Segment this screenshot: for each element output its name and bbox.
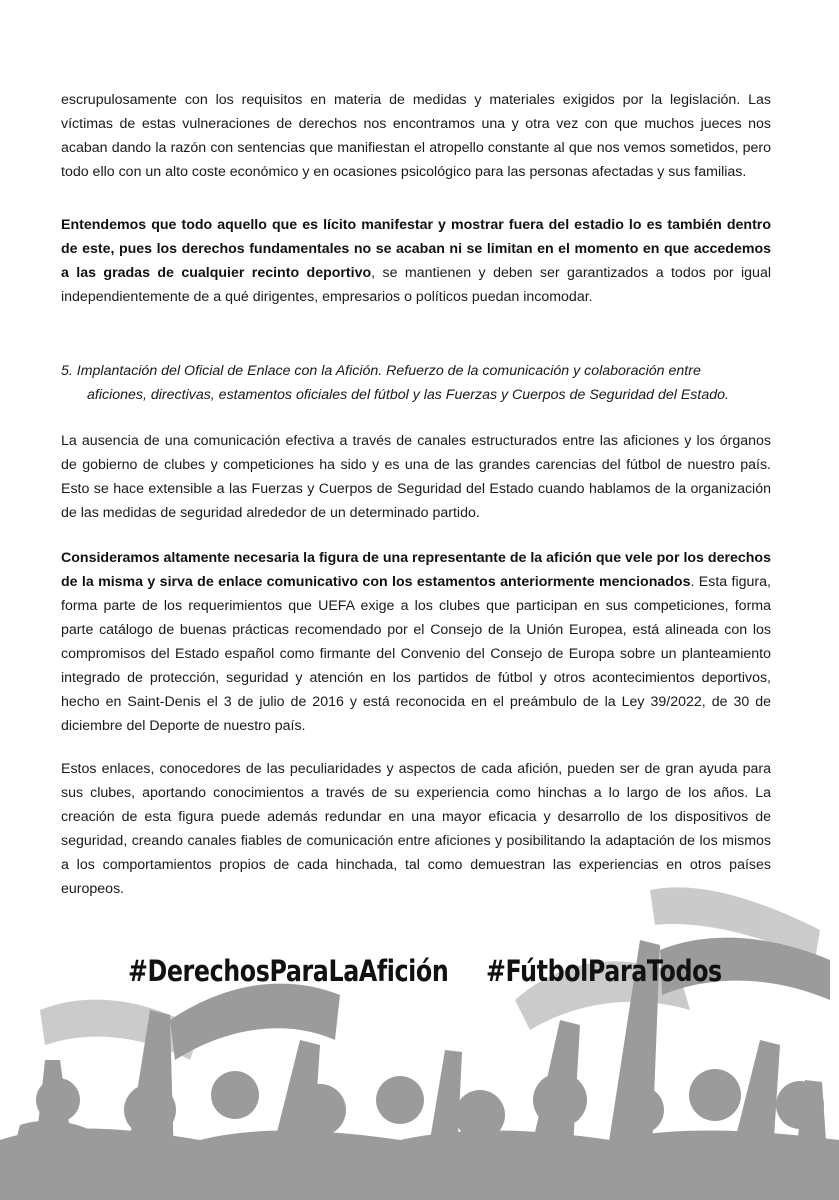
section-5-heading-line1: 5. Implantación del Oficial de Enlace con la Afición. Refuerzo de la comunicación y colaboración entre [61,363,701,379]
paragraph-continuation: , se mantienen y deben ser garantizados a todos por igual independientemente de a qué dirigentes, empresarios o políticos puedan incomodar. [61,265,771,305]
paragraph-rights-violations: escrupulosamente con los requisitos en materia de medidas y materiales exigidos por la legislación. Las víctimas de estas vulneraciones de derechos nos encontramos una y otra vez con que muchos jueces nos acaban dando la razón con sentencias que manifiestan el atropello constante al que nos vemos sometidos, pero todo ello con un alto coste económico y en ocasiones psicológico para las personas afectadas y sus familias. [61,92,771,180]
hashtag-derechos: #DerechosParaLaAfición [128,954,449,988]
paragraph-communication-gap: La ausencia de una comunicación efectiva a través de canales estructurados entre las aficiones y los órganos de gobierno de clubes y competiciones ha sido y es una de las grandes carencias del fútbol de nuestro país. Esto se hace extensible a las Fuerzas y Cuerpos de Seguridad del Estado cuando hablamos de la organización de las medidas de seguridad alrededor de un determinado partido. [61,433,771,521]
section-5-heading-line2: aficiones, directivas, estamentos oficiales del fútbol y las Fuerzas y Cuerpos de Seguridad del Estado. [87,387,729,403]
paragraph-liaison-benefits: Estos enlaces, conocedores de las peculiaridades y aspectos de cada afición, pueden ser de gran ayuda para sus clubes, aportando conocimientos a través de su experiencia como hinchas a lo largo de los años. La creación de esta figura puede además redundar en una mayor eficacia y desarrollo de los dispositivos de seguridad, creando canales fiables de comunicación entre aficiones y posibilitando la adaptación de los mismos a los comportamientos propios de cada hinchada, tal como demuestran las experiencias en otros países europeos. [61,761,771,897]
bold-statement: Entendemos que todo aquello que es lícito manifestar y mostrar fuera del estadio lo es también dentro de este, pues los derechos fundamentales no se acaban ni se limitan en el momento en que accedemos a las gradas de cualquier recinto deportivo [61,217,771,281]
bold-statement: Consideramos altamente necesaria la figura de una representante de la afición que vele por los derechos de la misma y sirva de enlace comunicativo con los estamentos anteriormente mencionados [61,550,771,590]
hashtag-futbol: #FútbolParaTodos [486,954,722,988]
paragraph-liaison-figure [61,546,771,738]
paragraph-continuation: . Esta figura, forma parte de los requerimientos que UEFA exige a los clubes que participan en sus competiciones, forma parte catálogo de buenas prácticas recomendado por el Consejo de la Unión Europea, está alineada con los compromisos del Estado español como firmante del Convenio del Consejo de Europa sobre un planteamiento integrado de protección, seguridad y atención en los partidos de fútbol y otros acontecimientos deportivos, hecho en Saint-Denis el 3 de julio de 2016 y está reconocida en el preámbulo de la Ley 39/2022, de 30 de diciembre del Deporte de nuestro país. [61,574,771,734]
paragraph-fundamental-rights [61,213,771,309]
section-5-heading [61,359,781,407]
